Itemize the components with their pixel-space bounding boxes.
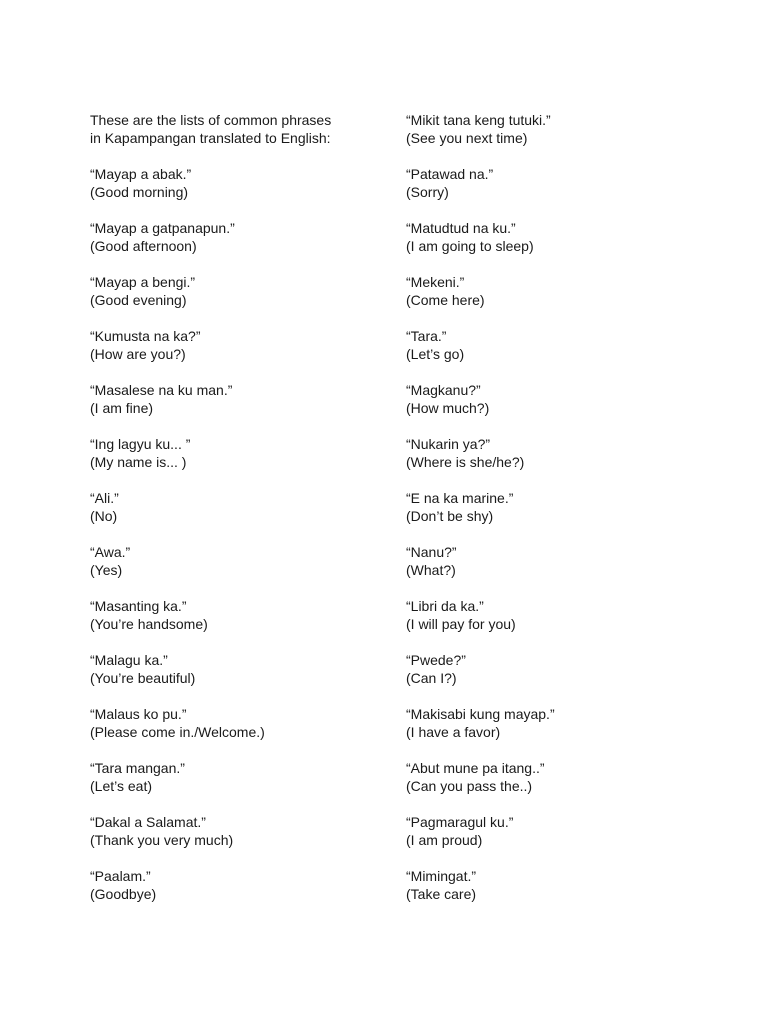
phrase-entry [406,597,726,633]
phrase-entry [406,111,726,147]
kapampangan-phrase: “E na ka marine.” [406,490,514,506]
english-translation: (Let’s go) [406,346,465,362]
kapampangan-phrase: “Abut mune pa itang..” [406,760,545,776]
phrase-entry [90,435,390,471]
english-translation: (I have a favor) [406,724,501,740]
intro-paragraph [90,111,390,147]
phrase-entry [406,327,726,363]
phrase-entry [406,813,726,849]
phrase-entry [90,813,390,849]
phrase-entry [406,543,726,579]
english-translation: (Don’t be shy) [406,508,494,524]
english-translation: (Can I?) [406,670,457,686]
phrase-entry [90,867,390,903]
english-translation: (I will pay for you) [406,616,516,632]
english-translation: (Please come in./Welcome.) [90,724,265,740]
kapampangan-phrase: “Makisabi kung mayap.” [406,706,555,722]
english-translation: (Good morning) [90,184,189,200]
phrase-entry [406,381,726,417]
kapampangan-phrase: “Tara mangan.” [90,760,185,776]
kapampangan-phrase: “Tara.” [406,328,447,344]
phrase-entry [90,489,390,525]
phrase-entry [90,651,390,687]
kapampangan-phrase: “Awa.” [90,544,131,560]
kapampangan-phrase: “Nukarin ya?” [406,436,491,452]
english-translation: (Good evening) [90,292,187,308]
kapampangan-phrase: “Kumusta na ka?” [90,328,201,344]
left-column [90,111,390,921]
english-translation: (How are you?) [90,346,186,362]
kapampangan-phrase: “Masanting ka.” [90,598,187,614]
english-translation: (Can you pass the..) [406,778,533,794]
phrase-entry [90,759,390,795]
kapampangan-phrase: “Mayap a abak.” [90,166,192,182]
phrase-entry [406,219,726,255]
phrase-entry [90,705,390,741]
english-translation: (Take care) [406,886,477,902]
english-translation: (You’re handsome) [90,616,208,632]
kapampangan-phrase: “Mimingat.” [406,868,477,884]
kapampangan-phrase: “Paalam.” [90,868,151,884]
phrase-entry [90,327,390,363]
english-translation: (Thank you very much) [90,832,234,848]
phrase-entry [406,651,726,687]
english-translation: (Yes) [90,562,123,578]
english-translation: (See you next time) [406,130,528,146]
english-translation: (What?) [406,562,456,578]
phrase-entry [406,165,726,201]
english-translation: (How much?) [406,400,490,416]
right-column [406,111,726,921]
phrase-entry [90,273,390,309]
phrase-entry [406,273,726,309]
english-translation: (I am going to sleep) [406,238,534,254]
kapampangan-phrase: “Mikit tana keng tutuki.” [406,112,551,128]
english-translation: (No) [90,508,118,524]
phrase-entry [406,489,726,525]
intro-line-2: in Kapampangan translated to English: [90,130,331,146]
kapampangan-phrase: “Mayap a bengi.” [90,274,196,290]
kapampangan-phrase: “Malaus ko pu.” [90,706,187,722]
kapampangan-phrase: “Mayap a gatpanapun.” [90,220,235,236]
kapampangan-phrase: “Libri da ka.” [406,598,484,614]
kapampangan-phrase: “Nanu?” [406,544,457,560]
english-translation: (Good afternoon) [90,238,197,254]
kapampangan-phrase: “Magkanu?” [406,382,481,398]
kapampangan-phrase: “Mekeni.” [406,274,465,290]
english-translation: (My name is... ) [90,454,187,470]
english-translation: (I am fine) [90,400,154,416]
kapampangan-phrase: “Malagu ka.” [90,652,168,668]
kapampangan-phrase: “Ing lagyu ku... ” [90,436,191,452]
kapampangan-phrase: “Dakal a Salamat.” [90,814,206,830]
kapampangan-phrase: “Patawad na.” [406,166,494,182]
english-translation: (Come here) [406,292,485,308]
kapampangan-phrase: “Pagmaragul ku.” [406,814,514,830]
english-translation: (Goodbye) [90,886,157,902]
phrase-entry [406,705,726,741]
english-translation: (You’re beautiful) [90,670,196,686]
phrase-entry [90,597,390,633]
phrase-entry [90,165,390,201]
phrase-entry [90,381,390,417]
english-translation: (Where is she/he?) [406,454,525,470]
english-translation: (Sorry) [406,184,449,200]
phrase-entry [406,759,726,795]
intro-line-1: These are the lists of common phrases [90,112,332,128]
english-translation: (I am proud) [406,832,483,848]
phrase-entry [406,435,726,471]
phrase-entry [90,219,390,255]
kapampangan-phrase: “Pwede?” [406,652,466,668]
phrase-entry [406,867,726,903]
english-translation: (Let’s eat) [90,778,152,794]
kapampangan-phrase: “Ali.” [90,490,119,506]
phrase-entry [90,543,390,579]
kapampangan-phrase: “Masalese na ku man.” [90,382,233,398]
kapampangan-phrase: “Matudtud na ku.” [406,220,516,236]
